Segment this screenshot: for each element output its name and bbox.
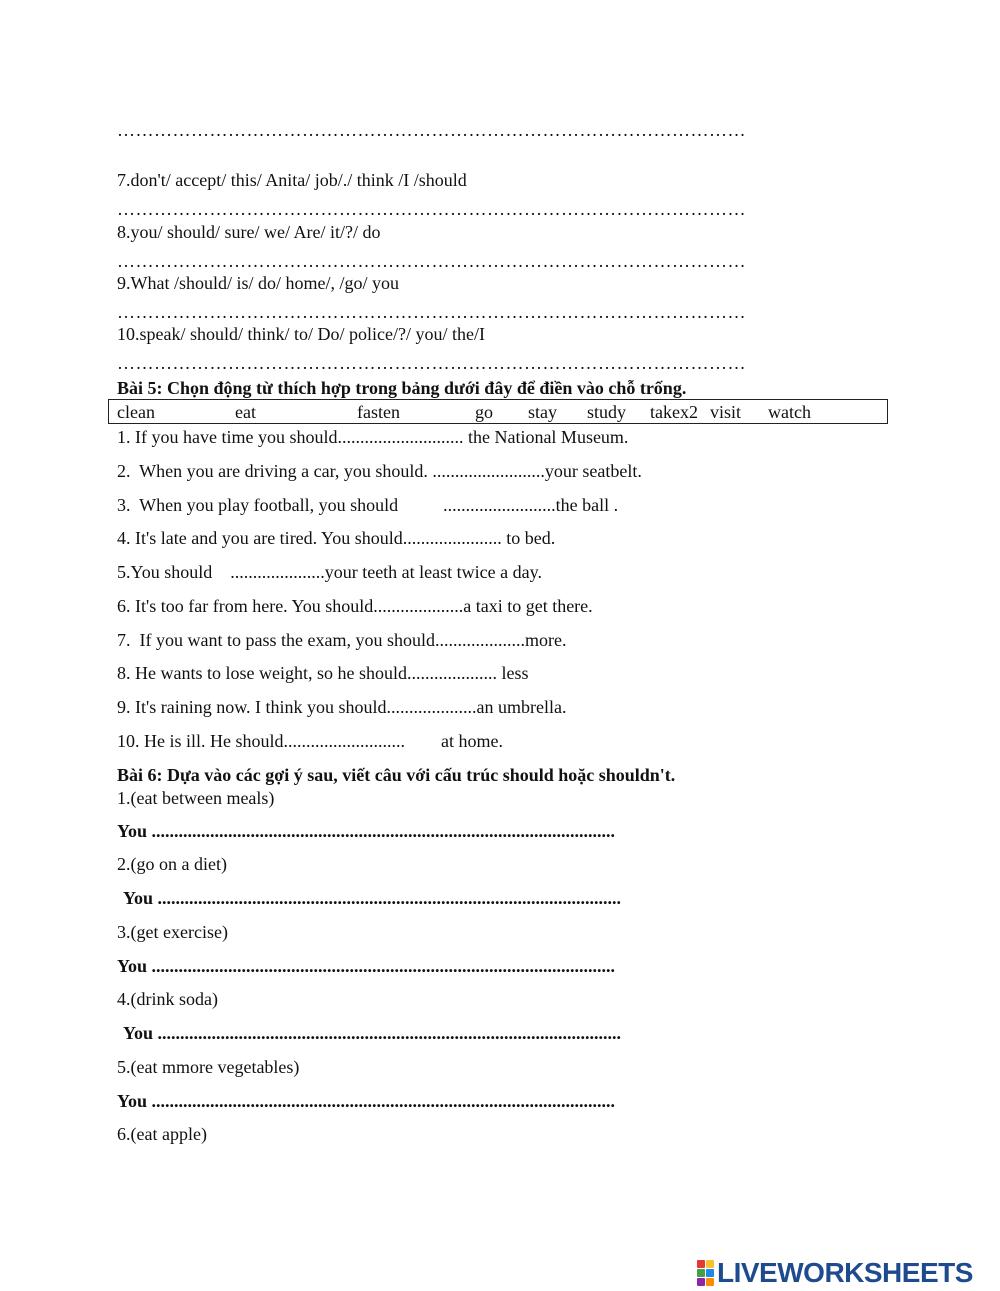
- exercise-item-8: 8.you/ should/ sure/ we/ Are/ it/?/ do: [117, 222, 381, 242]
- answer-line-5: You .......................................................................................................: [117, 1091, 616, 1111]
- prompt-item-6: 6.(eat apple): [117, 1124, 207, 1144]
- answer-line-3: You .......................................................................................................: [117, 956, 616, 976]
- bai5-heading: Bài 5: Chọn động từ thích hợp trong bảng dưới đây để điền vào chỗ trống.: [117, 378, 687, 398]
- word-bank-item: go: [475, 402, 493, 422]
- fill-blank-item-9: 9. It's raining now. I think you should....................an umbrella.: [117, 697, 567, 717]
- answer-dots-line-10: …………………………………………………………………………………………: [117, 353, 746, 373]
- exercise-item-10: 10.speak/ should/ think/ to/ Do/ police/?/ you/ the/I: [117, 324, 485, 344]
- exercise-item-7: 7.don't/ accept/ this/ Anita/ job/./ think /I /should: [117, 170, 467, 190]
- logo-blocks-icon: [697, 1260, 714, 1286]
- exercise-item-9: 9.What /should/ is/ do/ home/, /go/ you: [117, 273, 399, 293]
- word-bank-item: watch: [768, 402, 811, 422]
- answer-dots-line-9: …………………………………………………………………………………………: [117, 302, 746, 322]
- fill-blank-item-8: 8. He wants to lose weight, so he should.................... less: [117, 663, 529, 683]
- word-bank-item: visit: [710, 402, 742, 422]
- prompt-item-4: 4.(drink soda): [117, 989, 218, 1009]
- liveworksheets-logo: [697, 1258, 973, 1288]
- fill-blank-item-6: 6. It's too far from here. You should....................a taxi to get there.: [117, 596, 593, 616]
- prompt-item-1: 1.(eat between meals): [117, 788, 275, 808]
- answer-line-2: You .......................................................................................................: [123, 888, 622, 908]
- prompt-item-3: 3.(get exercise): [117, 922, 228, 942]
- bai6-heading: Bài 6: Dựa vào các gợi ý sau, viết câu với cấu trúc should hoặc shouldn't.: [117, 765, 676, 785]
- fill-blank-item-5: 5.You should .....................your teeth at least twice a day.: [117, 562, 542, 582]
- word-bank-item: study: [587, 402, 627, 422]
- fill-blank-item-7: 7. If you want to pass the exam, you should....................more.: [117, 630, 567, 650]
- answer-dots-line-8: …………………………………………………………………………………………: [117, 251, 746, 271]
- word-bank: [108, 399, 888, 424]
- fill-blank-item-4: 4. It's late and you are tired. You should...................... to bed.: [117, 528, 556, 548]
- answer-dots-line-6: …………………………………………………………………………………………: [117, 120, 746, 140]
- word-bank-item: eat: [235, 402, 256, 422]
- prompt-item-2: 2.(go on a diet): [117, 854, 227, 874]
- answer-line-4: You .......................................................................................................: [123, 1023, 622, 1043]
- answer-line-1: You .......................................................................................................: [117, 821, 616, 841]
- word-bank-item: takex2: [650, 402, 698, 422]
- word-bank-item: fasten: [357, 402, 400, 422]
- word-bank-item: stay: [528, 402, 557, 422]
- answer-dots-line-7: …………………………………………………………………………………………: [117, 199, 746, 219]
- logo-text: LIVEWORKSHEETS: [717, 1257, 973, 1288]
- word-bank-item: clean: [117, 402, 155, 422]
- fill-blank-item-10: 10. He is ill. He should........................... at home.: [117, 731, 503, 751]
- fill-blank-item-1: 1. If you have time you should............................ the National Museum.: [117, 427, 629, 447]
- fill-blank-item-3: 3. When you play football, you should .........................the ball .: [117, 495, 619, 515]
- prompt-item-5: 5.(eat mmore vegetables): [117, 1057, 300, 1077]
- fill-blank-item-2: 2. When you are driving a car, you should. .........................your seatbelt.: [117, 461, 642, 481]
